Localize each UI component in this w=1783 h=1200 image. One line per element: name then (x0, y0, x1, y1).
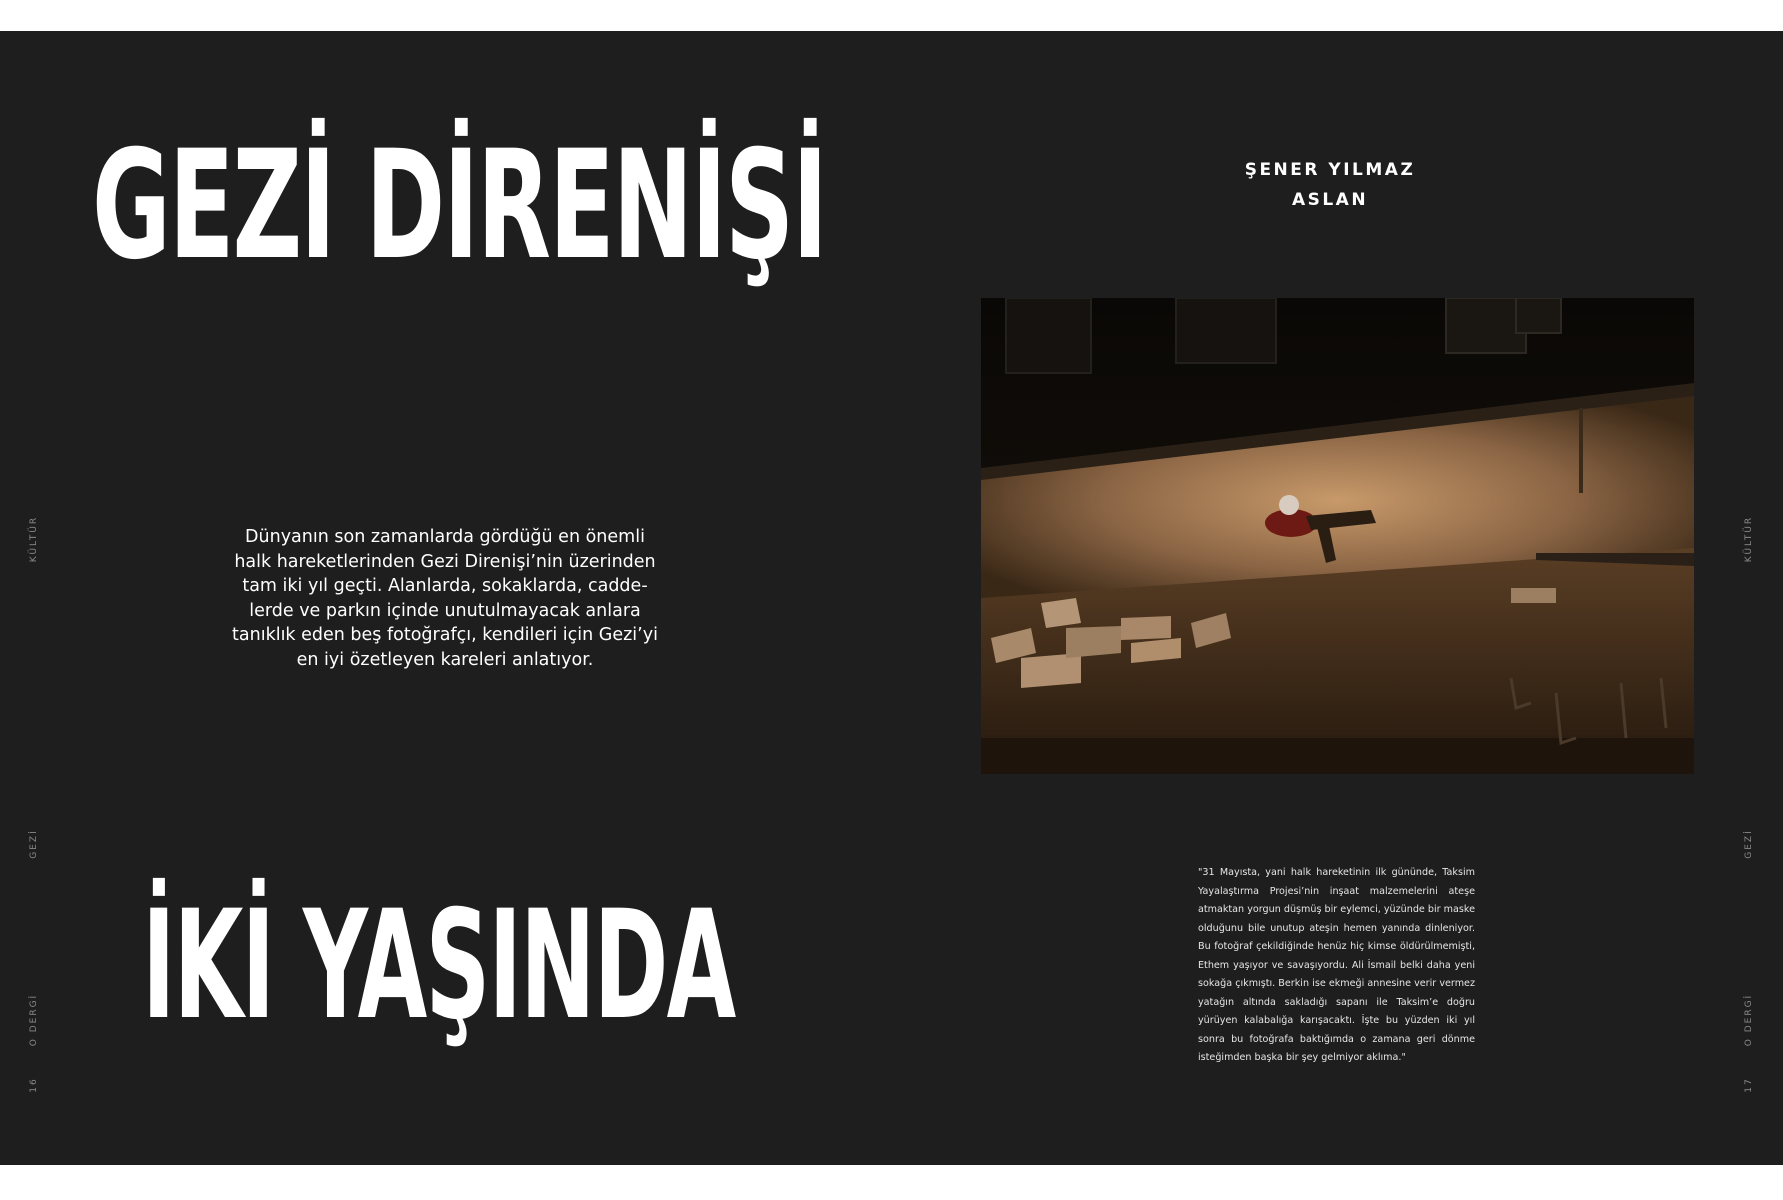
left-margin-magazine: O DERGİ (29, 993, 39, 1047)
left-page-number: 16 (29, 1077, 39, 1093)
headline-line-1: GEZİ DİRENİŞİ (92, 119, 826, 293)
photographer-credit (1160, 155, 1500, 215)
magazine-spread (0, 31, 1783, 1165)
right-margin-section: KÜLTÜR (1744, 515, 1754, 563)
left-margin-section: KÜLTÜR (29, 515, 39, 563)
intro-paragraph: Dünyanın son zamanlarda gördüğü en önemli halk hareketlerinden Gezi Direnişi’nin üzerinden tam iki yıl geçti. Alanlarda, sokaklarda, caddelerde ve parkın içinde unutulmayacak anlara tanıklık eden beş fotoğrafçı, kendileri için Gezi’yi en iyi özetleyen kareleri anlatıyor. (232, 527, 658, 670)
right-page-number: 17 (1744, 1077, 1754, 1093)
photographer-name-line-1: ŞENER YILMAZ (1244, 160, 1416, 180)
headline-line-2: İKİ YAŞINDA (142, 879, 735, 1053)
right-margin-magazine: O DERGİ (1744, 993, 1754, 1047)
photo-caption: "31 Mayısta, yani halk hareketinin ilk gününde, Taksim Yayalaştırma Projesi’nin inşaat malzemelerini ateşe atmaktan yorgun düşmüş bir eylemci, yüzünde bir maske olduğunu bile unutup ateşin hemen yanında dinleniyor. Bu fotoğraf çekildiğinde henüz hiç kimse öldürülmemişti, Ethem yaşıyor ve savaşıyordu. Ali İsmail belki daha yeni sokağa çıkmıştı. Berkin ise ekmeği annesine verir vermez yatağın altında sakladığı sapanı ile Taksim’e doğru yürüyen kalabalığa karışacaktı. İşte bu yüzden iki yıl sonra bu fotoğrafa baktığımda o zamana geri dönme isteğimden başka bir şey gelmiyor aklıma." (1198, 867, 1475, 1063)
photographer-name-line-2: ASLAN (1291, 190, 1369, 210)
left-margin-topic: GEZİ (29, 829, 39, 859)
protester-resting-photo (981, 298, 1694, 774)
right-margin-topic: GEZİ (1744, 829, 1754, 859)
